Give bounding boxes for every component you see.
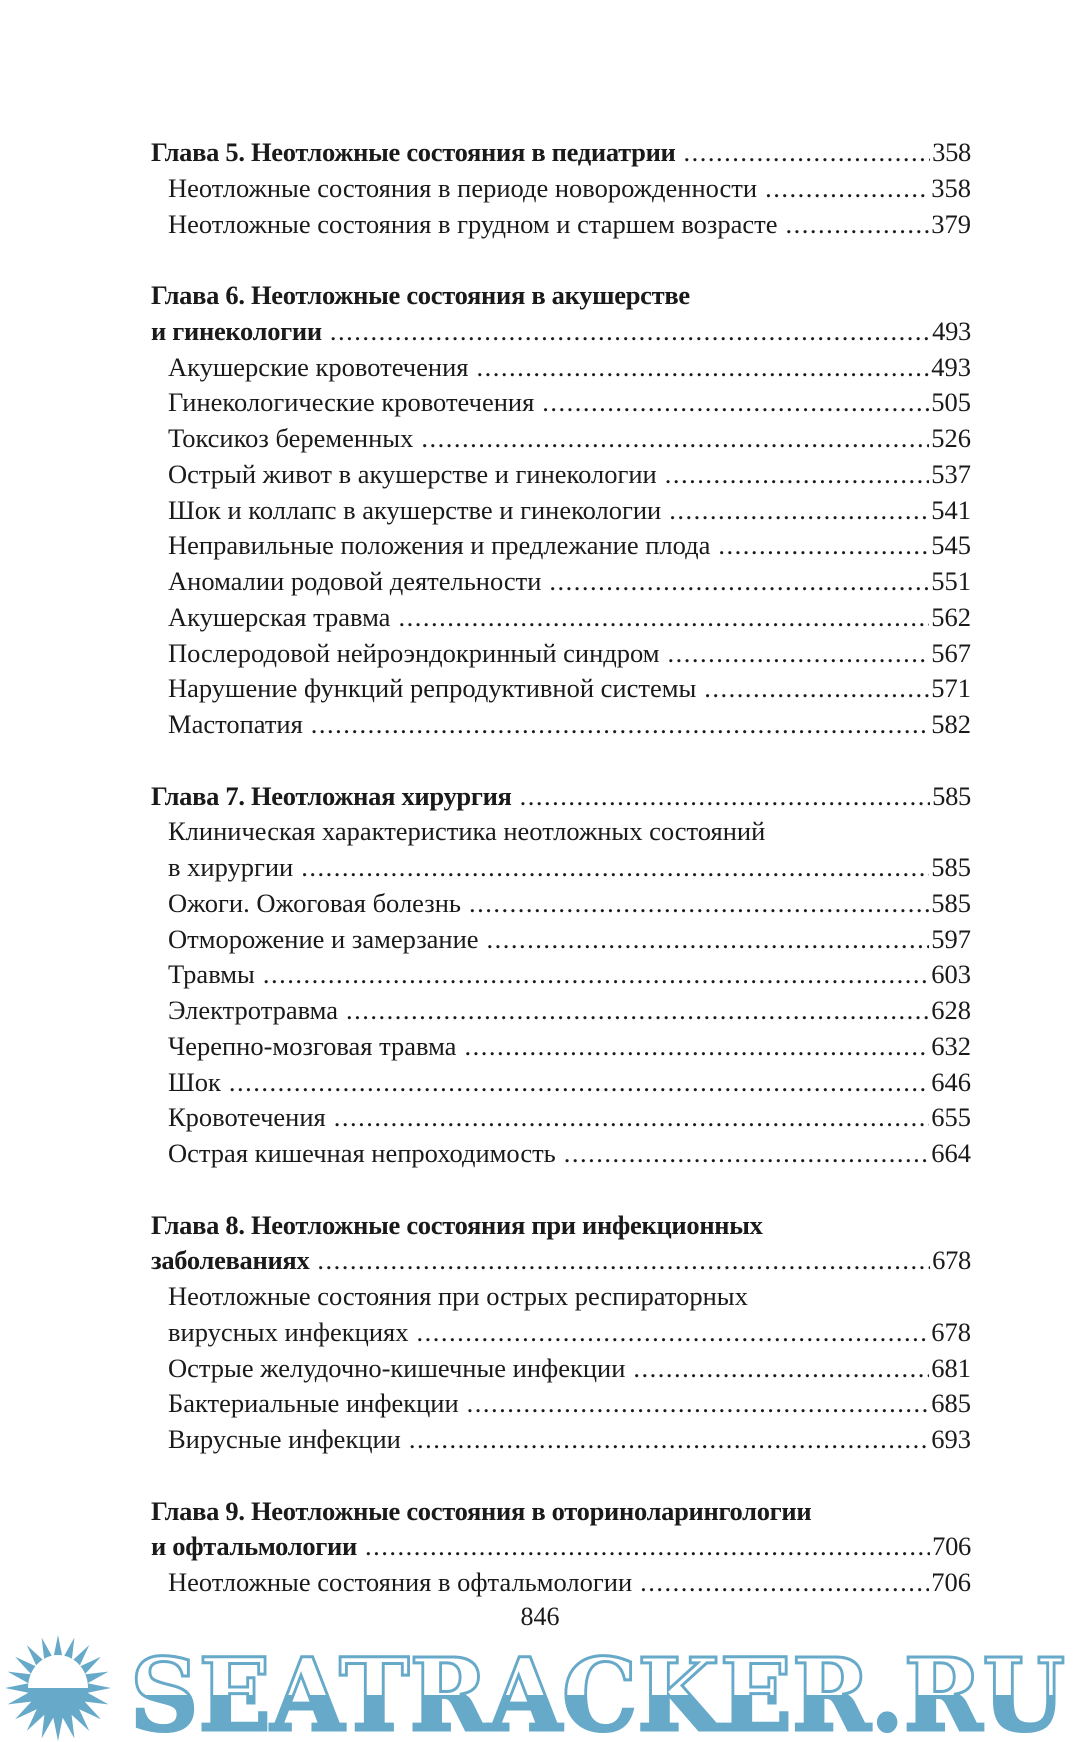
watermark-text: SEATRACKER.RU [130, 1636, 1065, 1742]
entry-title: Послеродовой нейроэндокринный синдром [168, 637, 660, 668]
chapter-heading [151, 314, 971, 350]
entry-title: Нарушение функций репродуктивной системы [168, 673, 697, 704]
entry-page: 585 [932, 780, 971, 811]
entry-page: 358 [931, 172, 971, 203]
toc-entry [151, 1065, 971, 1101]
entry-page: 646 [931, 1066, 971, 1097]
dot-leader [416, 1315, 929, 1351]
dot-leader [669, 493, 929, 529]
dot-leader [421, 421, 929, 457]
entry-title: в хирургии [168, 852, 294, 882]
entry-page: 678 [932, 1245, 971, 1276]
entry-title: Мастопатия [168, 709, 303, 739]
toc-entry [151, 1422, 971, 1458]
toc-entry [151, 636, 971, 672]
toc-entry [151, 850, 971, 886]
toc-entry [151, 1351, 971, 1387]
entry-title: Неотложные состояния в грудном и старшем возрасте [168, 208, 778, 239]
entry-title: Акушерские кровотечения [168, 351, 469, 382]
entry-page: 358 [932, 137, 971, 167]
toc-chapter [151, 1494, 971, 1601]
entry-page: 655 [931, 1102, 971, 1133]
dot-leader [684, 135, 931, 171]
chapter-heading [151, 1208, 971, 1244]
dot-leader [765, 171, 929, 207]
toc-chapter [151, 278, 971, 743]
entry-title: Гинекологические кровотечения [168, 387, 535, 418]
dot-leader [301, 850, 929, 886]
entry-title: Отморожение и замерзание [168, 923, 479, 954]
dot-leader [229, 1065, 929, 1101]
entry-title: Острая кишечная непроходимость [168, 1138, 556, 1168]
dot-leader [520, 779, 931, 815]
toc-entry [151, 421, 971, 457]
entry-title: Глава 5. Неотложные состояния в педиатрии [151, 137, 676, 167]
entry-page: 541 [931, 494, 971, 525]
entry-page: 585 [931, 887, 971, 918]
entry-page: 706 [932, 1531, 971, 1562]
entry-title: Аномалии родовой деятельности [168, 566, 542, 596]
dot-leader [665, 457, 930, 493]
watermark-logo [0, 1634, 1080, 1742]
toc-entry [151, 457, 971, 493]
entry-page: 567 [931, 637, 971, 668]
entry-page: 678 [931, 1316, 971, 1347]
dot-leader [409, 1422, 929, 1458]
toc-entry [151, 707, 971, 743]
entry-page: 526 [931, 423, 971, 453]
toc-entry [151, 886, 971, 922]
entry-page: 603 [931, 959, 971, 990]
dot-leader [542, 385, 929, 421]
dot-leader [334, 1100, 930, 1136]
entry-title: Клиническая характеристика неотложных состояний [168, 816, 766, 847]
dot-leader [718, 528, 929, 564]
chapter-heading [151, 1243, 971, 1279]
entry-title: Ожоги. Ожоговая болезнь [168, 887, 462, 918]
entry-page: 493 [931, 351, 971, 382]
entry-title: Глава 6. Неотложные состояния в акушерстве [151, 280, 690, 310]
entry-title: Акушерская травма [168, 601, 391, 632]
entry-page: 585 [931, 852, 971, 882]
toc-entry [151, 1279, 971, 1315]
entry-page: 545 [931, 530, 971, 561]
entry-page: 628 [931, 995, 971, 1025]
dot-leader [549, 564, 929, 600]
toc-entry [151, 564, 971, 600]
dot-leader [398, 600, 929, 636]
entry-title: Глава 7. Неотложная хирургия [151, 780, 512, 811]
entry-title: вирусных инфекциях [168, 1316, 409, 1347]
page-number: 846 [520, 1602, 560, 1631]
toc-entry [151, 350, 971, 386]
dot-leader [640, 1565, 929, 1601]
entry-title: Кровотечения [168, 1102, 326, 1133]
entry-title: Вирусные инфекции [168, 1424, 401, 1454]
toc-entry [151, 207, 971, 243]
dot-leader [476, 350, 929, 386]
entry-title: и гинекологии [151, 315, 322, 346]
entry-title: Черепно-мозговая травма [168, 1030, 457, 1061]
entry-title: Шок и коллапс в акушерстве и гинекологии [168, 494, 662, 525]
dot-leader [668, 636, 930, 672]
entry-page: 685 [931, 1388, 971, 1419]
entry-page: 664 [931, 1138, 971, 1168]
entry-title: Токсикоз беременных [168, 423, 414, 453]
entry-page: 582 [931, 709, 971, 739]
entry-page: 562 [931, 601, 971, 632]
toc-chapter [151, 1208, 971, 1458]
entry-title: Глава 9. Неотложные состояния в оториноларингологии [151, 1495, 812, 1526]
table-of-contents [151, 135, 971, 1601]
entry-title: Травмы [168, 959, 255, 990]
dot-leader [467, 1386, 930, 1422]
toc-entry [151, 957, 971, 993]
dot-leader [469, 886, 929, 922]
dot-leader [564, 1136, 930, 1172]
dot-leader [311, 707, 929, 743]
toc-entry [151, 993, 971, 1029]
entry-title: Неотложные состояния при острых респираторных [168, 1281, 748, 1311]
entry-page: 632 [931, 1030, 971, 1061]
entry-title: Неотложные состояния в периоде новорожденности [168, 172, 758, 203]
entry-page: 493 [932, 315, 971, 346]
chapter-heading [151, 779, 971, 815]
entry-page: 693 [931, 1424, 971, 1454]
toc-entry [151, 1386, 971, 1422]
dot-leader [330, 314, 930, 350]
entry-page: 597 [931, 923, 971, 954]
dot-leader [365, 1529, 930, 1565]
chapter-heading [151, 1529, 971, 1565]
toc-entry [151, 1315, 971, 1351]
entry-page: 706 [931, 1567, 971, 1597]
entry-page: 505 [931, 387, 971, 418]
toc-entry [151, 528, 971, 564]
dot-leader [346, 993, 929, 1029]
toc-entry [151, 171, 971, 207]
toc-entry [151, 600, 971, 636]
toc-entry [151, 1100, 971, 1136]
entry-page: 537 [931, 458, 971, 489]
entry-title: Шок [168, 1066, 221, 1097]
dot-leader [263, 957, 929, 993]
chapter-heading [151, 278, 971, 314]
toc-entry [151, 493, 971, 529]
chapter-heading [151, 135, 971, 171]
toc-entry [151, 1136, 971, 1172]
entry-page: 681 [931, 1352, 971, 1383]
entry-page: 571 [931, 673, 971, 704]
toc-entry [151, 671, 971, 707]
entry-title: Электротравма [168, 995, 339, 1025]
entry-title: Острый живот в акушерстве и гинекологии [168, 458, 657, 489]
toc-entry [151, 385, 971, 421]
dot-leader [487, 922, 930, 958]
entry-title: заболеваниях [151, 1245, 310, 1276]
toc-entry [151, 814, 971, 850]
dot-leader [464, 1029, 929, 1065]
toc-entry [151, 1029, 971, 1065]
entry-page: 551 [931, 566, 971, 596]
entry-title: Глава 8. Неотложные состояния при инфекционных [151, 1209, 763, 1240]
dot-leader [704, 671, 929, 707]
chapter-heading [151, 1494, 971, 1530]
toc-entry [151, 922, 971, 958]
toc-chapter [151, 135, 971, 242]
entry-title: Неотложные состояния в офтальмологии [168, 1567, 633, 1597]
dot-leader [786, 207, 930, 243]
dot-leader [317, 1243, 930, 1279]
entry-title: Бактериальные инфекции [168, 1388, 459, 1419]
entry-title: Острые желудочно-кишечные инфекции [168, 1352, 626, 1383]
entry-title: и офтальмологии [151, 1531, 357, 1562]
dot-leader [633, 1351, 929, 1387]
entry-title: Неправильные положения и предлежание плода [168, 530, 711, 561]
sun-icon [5, 1635, 111, 1741]
toc-chapter [151, 779, 971, 1172]
entry-page: 379 [931, 208, 971, 239]
toc-entry [151, 1565, 971, 1601]
